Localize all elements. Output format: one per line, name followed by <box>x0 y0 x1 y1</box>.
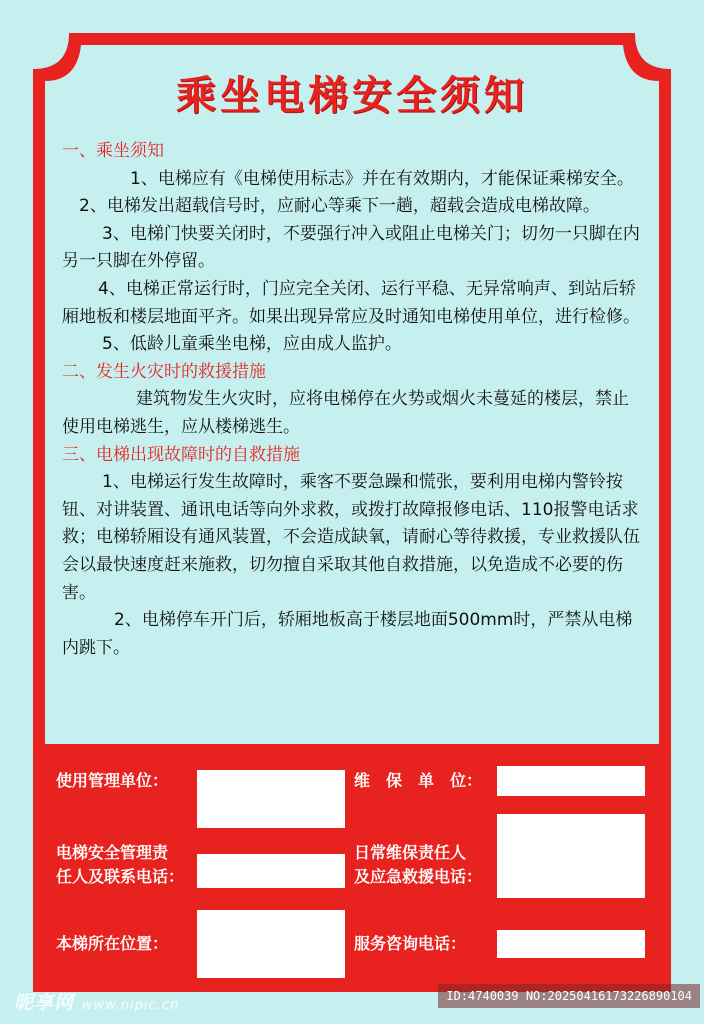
user-unit-label: 使用管理单位： <box>56 771 169 790</box>
location-label: 本梯所在位置： <box>56 934 169 953</box>
paragraph: 1、电梯应有《电梯使用标志》并在有效期内，才能保证乘梯安全。 <box>130 168 634 189</box>
service-phone-field[interactable] <box>497 930 645 958</box>
paragraph: 1、电梯运行发生故障时，乘客不要急躁和慌张，要利用电梯内警铃按钮、对讲装置、通讯电话等向外求救，或拨打故障报修电话、110报警电话求救；电梯轿厢设有通风装置，不会造成缺氧，请耐心等待救援，专业救援队伍会以最快速度赶来施救，切勿擅自采取其他自救措施，以免造成不必要的伤害。 <box>62 472 640 603</box>
user-unit-field[interactable] <box>197 770 345 828</box>
watermark-brand-name: 昵享网 <box>14 992 75 1014</box>
watermark-id: ID:4740039 NO:20250416173226890104 <box>438 984 700 1008</box>
maint-unit-label: 维 保 单 位： <box>354 771 483 790</box>
paragraph: 建筑物发生火灾时，应将电梯停在火势或烟火未蔓延的楼层，禁止使用电梯逃生，应从楼梯逃生。 <box>62 389 629 437</box>
safety-manager-label-1: 电梯安全管理责 <box>56 843 169 862</box>
watermark-brand <box>14 988 179 1015</box>
section-heading-fault: 三、电梯出现故障时的自救措施 <box>62 444 300 465</box>
daily-maint-label-1: 日常维保责任人 <box>354 843 467 862</box>
paragraph: 5、低龄儿童乘坐电梯，应由成人监护。 <box>102 334 402 355</box>
paragraph: 4、电梯正常运行时，门应完全关闭、运行平稳、无异常响声、到站后轿厢地板和楼层地面平齐。如果出现异常应及时通知电梯使用单位，进行检修。 <box>62 278 640 327</box>
paragraph: 2、电梯发出超载信号时，应耐心等乘下一趟，超载会造成电梯故障。 <box>79 196 600 217</box>
daily-maint-field[interactable] <box>497 814 645 898</box>
safety-manager-label-2: 任人及联系电话： <box>56 867 185 886</box>
section-heading-fire: 二、发生火灾时的救援措施 <box>62 361 266 382</box>
watermark-url: www.nipic.cn <box>81 998 180 1013</box>
location-field[interactable] <box>197 910 345 978</box>
notice-content <box>62 138 644 662</box>
maint-unit-field[interactable] <box>497 766 645 796</box>
section-heading-riding: 一、乘坐须知 <box>62 141 164 161</box>
paragraph: 2、电梯停车开门后，轿厢地板高于楼层地面500mm时，严禁从电梯内跳下。 <box>62 610 633 658</box>
paragraph: 3、电梯门快要关闭时，不要强行冲入或阻止电梯关门；切勿一只脚在内另一只脚在外停留。 <box>62 223 640 272</box>
daily-maint-label-2: 及应急救援电话： <box>354 867 483 886</box>
service-phone-label: 服务咨询电话： <box>354 934 467 953</box>
page-title: 乘坐电梯安全须知 <box>176 73 528 119</box>
safety-manager-field[interactable] <box>197 854 345 888</box>
